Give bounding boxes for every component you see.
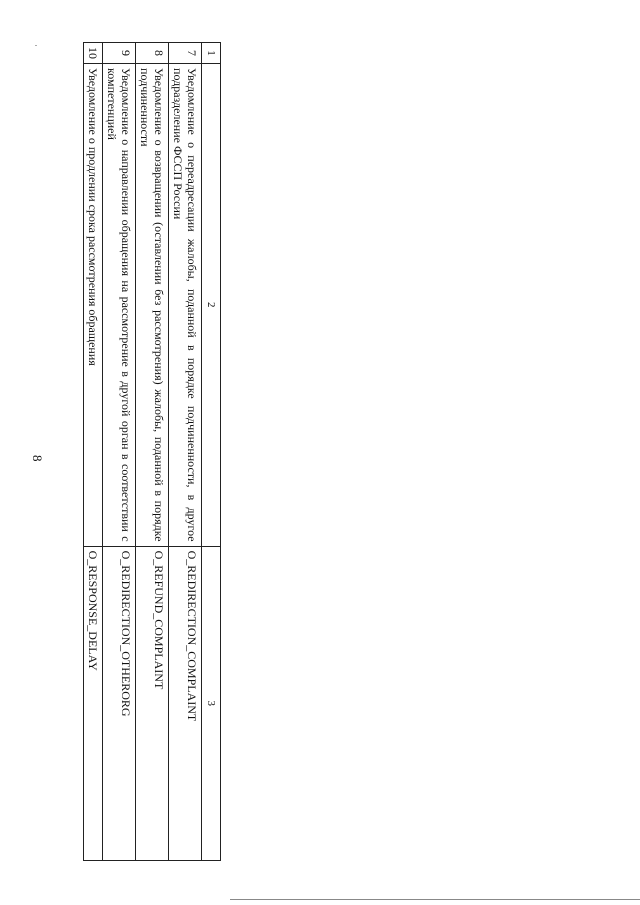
row-number: 10 bbox=[84, 43, 103, 64]
row-code: O_REFUND_COMPLAINT bbox=[136, 546, 169, 860]
table-header-row bbox=[202, 43, 221, 861]
row-number: 7 bbox=[169, 43, 202, 64]
scan-artifact bbox=[230, 899, 640, 900]
header-col-2: 2 bbox=[202, 64, 221, 547]
table-row bbox=[103, 43, 136, 861]
row-code: O_REDIRECTION_OTHERORG bbox=[103, 546, 136, 860]
scan-artifact bbox=[35, 45, 37, 46]
row-description: Уведомление о продлении срока рассмотрения обращения bbox=[84, 64, 103, 547]
row-description: Уведомление о возвращении (оставлении без рассмотрения) жалобы, поданной в порядке подчиненности bbox=[136, 64, 169, 547]
row-description: Уведомление о направлении обращения на рассмотрение в другой орган в соответствии с компетенцией bbox=[103, 64, 136, 547]
document-table bbox=[83, 42, 221, 861]
table-row bbox=[136, 43, 169, 861]
row-number: 8 bbox=[136, 43, 169, 64]
header-col-1: 1 bbox=[202, 43, 221, 64]
header-col-3: 3 bbox=[202, 546, 221, 860]
table-row bbox=[84, 43, 103, 861]
row-number: 9 bbox=[103, 43, 136, 64]
row-code: O_REDIRECTION_COMPLAINT bbox=[169, 546, 202, 860]
row-code: O_RESPONSE_DELAY bbox=[84, 546, 103, 860]
document-table-container bbox=[83, 42, 221, 861]
row-description: Уведомление о переадресации жалобы, поданной в порядке подчиненности, в другое подразделение ФССП России bbox=[169, 64, 202, 547]
page-number: 8 bbox=[30, 455, 45, 462]
table-row bbox=[169, 43, 202, 861]
